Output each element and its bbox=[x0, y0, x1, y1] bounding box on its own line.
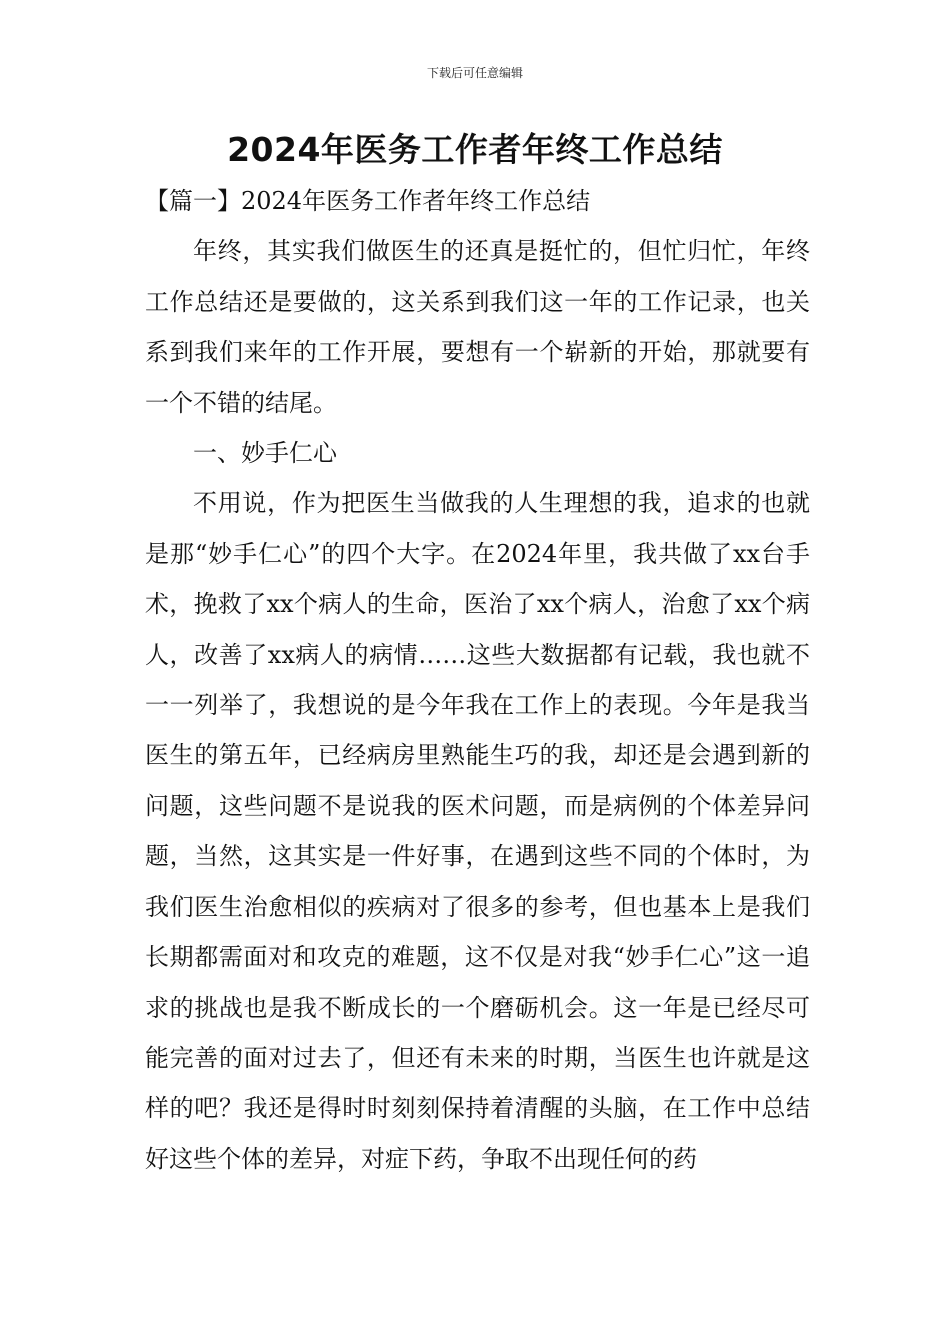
section-heading: 【篇一】2024年医务工作者年终工作总结 bbox=[145, 187, 591, 215]
subheading-miaoshou-renxin: 一、妙手仁心 bbox=[193, 439, 337, 468]
body-paragraph: 不用说，作为把医生当做我的人生理想的我，追求的也就是那“妙手仁心”的四个大字。在2024年里，我共做了xx台手术，挽救了xx个病人的生命，医治了xx个病人，治愈了xx个病人，改善了xx病人的病情……这些大数据都有记载，我也就不一一列举了，我想说的是今年我在工作上的表现。今年是我当医生的第五年，已经病房里熟能生巧的我，却还是会遇到新的问题，这些问题不是说我的医术问题，而是病例的个体差异问题，当然，这其实是一件好事，在遇到这些不同的个体时，为我们医生治愈相似的疾病对了很多的参考，但也基本上是我们长期都需面对和攻克的难题，这不仅是对我“妙手仁心”这一追求的挑战也是我不断成长的一个磨砺机会。这一年是已经尽可能完善的面对过去了，但还有未来的时期，当医生也许就是这样的吧？我还是得时时刻刻保持着清醒的头脑，在工作中总结好这些个体的差异，对症下药，争取不出现任何的药 bbox=[145, 489, 810, 1173]
document-body bbox=[145, 176, 810, 1184]
intro-paragraph: 年终，其实我们做医生的还真是挺忙的，但忙归忙，年终工作总结还是要做的，这关系到我们这一年的工作记录，也关系到我们来年的工作开展，要想有一个崭新的开始，那就要有一个不错的结尾。 bbox=[145, 237, 810, 417]
document-title: 2024年医务工作者年终工作总结 bbox=[227, 130, 723, 169]
page-header-note: 下载后可任意编辑 bbox=[426, 66, 523, 80]
